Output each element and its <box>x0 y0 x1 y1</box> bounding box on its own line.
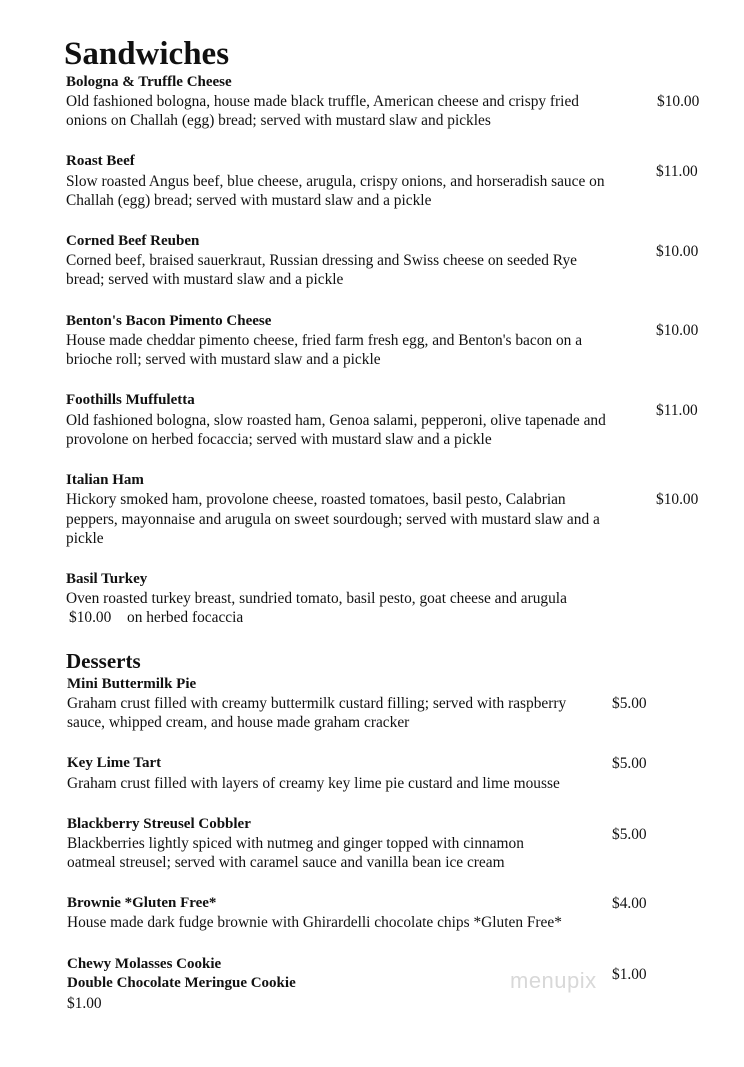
item-description: brioche roll; served with mustard slaw and a pickle <box>66 351 381 368</box>
item-title: Basil Turkey <box>66 571 148 587</box>
item-description: peppers, mayonnaise and arugula on sweet sourdough; served with mustard slaw and a <box>66 511 600 528</box>
item-description: Old fashioned bologna, house made black truffle, American cheese and crispy fried <box>66 93 579 110</box>
item-title: Blackberry Streusel Cobbler <box>67 816 251 832</box>
item-price: $10.00 <box>657 93 700 110</box>
item-title: Corned Beef Reuben <box>66 233 200 249</box>
item-price: $10.00 <box>656 491 699 508</box>
item-description: Graham crust filled with creamy buttermilk custard filling; served with raspberry <box>67 695 567 712</box>
item-description: Graham crust filled with layers of creamy key lime pie custard and lime mousse <box>67 775 560 792</box>
item-price: $1.00 <box>67 995 102 1012</box>
item-description: sauce, whipped cream, and house made graham cracker <box>67 714 410 731</box>
item-description: pickle <box>66 530 104 547</box>
item-description: onions on Challah (egg) bread; served with mustard slaw and pickles <box>66 112 491 129</box>
item-price: $5.00 <box>612 695 647 712</box>
item-title: Bologna & Truffle Cheese <box>66 74 232 90</box>
item-title: Brownie *Gluten Free* <box>67 895 217 911</box>
item-price: $4.00 <box>612 895 647 912</box>
item-price: $1.00 <box>612 966 647 983</box>
item-description: Old fashioned bologna, slow roasted ham, Genoa salami, pepperoni, olive tapenade and <box>66 412 606 429</box>
item-title: Roast Beef <box>66 153 135 169</box>
item-price: $10.00 <box>656 322 699 339</box>
desserts-heading: Desserts <box>66 649 141 673</box>
item-description: Oven roasted turkey breast, sundried tomato, basil pesto, goat cheese and arugula <box>66 590 567 607</box>
item-price: $10.00 <box>69 609 112 626</box>
item-title: Foothills Muffuletta <box>66 392 195 408</box>
item-description: on herbed focaccia <box>127 609 244 626</box>
item-description: House made dark fudge brownie with Ghirardelli chocolate chips *Gluten Free* <box>67 914 562 931</box>
item-price: $11.00 <box>656 402 698 419</box>
watermark: menupix <box>510 968 597 993</box>
item-price: $11.00 <box>656 163 698 180</box>
sandwiches-heading: Sandwiches <box>64 36 230 72</box>
item-title: Mini Buttermilk Pie <box>67 676 197 692</box>
item-title: Double Chocolate Meringue Cookie <box>67 975 296 991</box>
item-description: Corned beef, braised sauerkraut, Russian dressing and Swiss cheese on seeded Rye <box>66 252 577 269</box>
item-title: Key Lime Tart <box>67 755 162 771</box>
item-title: Italian Ham <box>66 472 144 488</box>
item-title: Benton's Bacon Pimento Cheese <box>66 313 272 329</box>
item-price: $5.00 <box>612 826 647 843</box>
item-description: provolone on herbed focaccia; served with mustard slaw and a pickle <box>66 431 492 448</box>
item-description: Challah (egg) bread; served with mustard slaw and a pickle <box>66 192 432 209</box>
item-title: Chewy Molasses Cookie <box>67 956 222 972</box>
item-description: bread; served with mustard slaw and a pickle <box>66 271 344 288</box>
item-description: oatmeal streusel; served with caramel sauce and vanilla bean ice cream <box>67 854 505 871</box>
item-description: Hickory smoked ham, provolone cheese, roasted tomatoes, basil pesto, Calabrian <box>66 491 566 508</box>
item-description: House made cheddar pimento cheese, fried farm fresh egg, and Benton's bacon on a <box>66 332 583 349</box>
item-description: Slow roasted Angus beef, blue cheese, arugula, crispy onions, and horseradish sauce on <box>66 173 605 190</box>
item-description: Blackberries lightly spiced with nutmeg and ginger topped with cinnamon <box>67 835 524 852</box>
item-price: $10.00 <box>656 243 699 260</box>
item-price: $5.00 <box>612 755 647 772</box>
